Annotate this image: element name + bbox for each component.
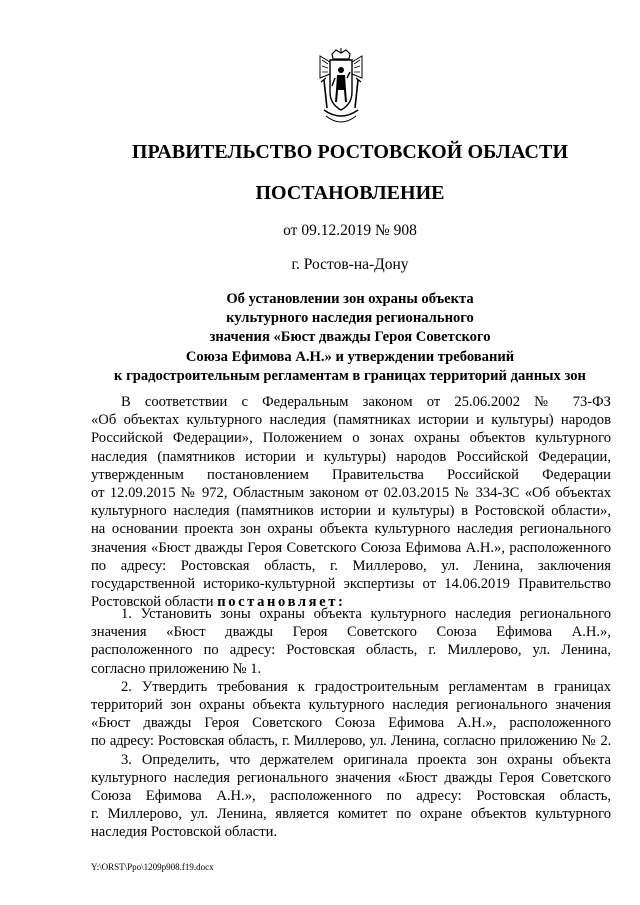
preamble-line: культурного наследия (памятников истории и культуры) в Ростовской области»,	[91, 503, 611, 520]
file-path-footer: Y:\ORST\Ppo\1209p908.f19.docx	[91, 862, 214, 872]
subject-line: Об установлении зон охраны объекта	[226, 291, 474, 307]
document-city: г. Ростов-на-Дону	[291, 256, 409, 273]
subject-line: Союза Ефимова А.Н.» и утверждении требований	[185, 348, 515, 365]
document-date-number: от 09.12.2019 № 908	[283, 222, 417, 239]
item-3-line: наследия Ростовской области.	[91, 824, 278, 841]
item-1-line: 1. Установить зоны охраны объекта культурного наследия регионального	[121, 606, 611, 622]
item-3-line: культурного наследия регионального значения «Бюст дважды Героя Советского	[91, 769, 611, 786]
preamble-line: на основании проекта зон охраны объекта культурного наследия регионального	[91, 521, 611, 538]
document-type: ПОСТАНОВЛЕНИЕ	[255, 182, 445, 204]
item-3-line: Союза Ефимова А.Н.», расположенного по адресу: Ростовская область,	[91, 788, 611, 805]
preamble-line: утвержденным постановлением Правительства Российской Федерации	[91, 466, 611, 483]
subject-line: культурного наследия регионального	[226, 310, 474, 327]
preamble-last-line-prefix: Ростовской области	[91, 594, 214, 611]
preamble-line: от 12.09.2015 № 972, Областным законом от 02.03.2015 № 334-ЗС «Об объектах	[91, 485, 611, 502]
preamble-line: «Об объектах культурного наследия (памятниках истории и культуры) народов	[91, 412, 611, 429]
item-1-line: согласно приложению № 1.	[91, 660, 262, 677]
preamble-line: по адресу: Ростовская область, г. Миллерово, ул. Ленина, заключения	[91, 557, 611, 574]
item-2-line: «Бюст дважды Героя Советского Союза Ефимова А.Н.», расположенного	[91, 715, 611, 732]
preamble-line: наследия (памятников истории и культуры) народов Российской Федерации,	[91, 448, 611, 465]
decree-items	[91, 605, 611, 842]
item-3-line: г. Миллерово, ул. Ленина, является комитет по охране объектов культурного	[91, 806, 611, 823]
item-3-line: 3. Определить, что держателем оригинала проекта зон охраны объекта	[121, 751, 611, 768]
subject-line: к градостроительным регламентам в границах территорий данных зон	[114, 367, 586, 384]
subject-line: значения «Бюст дважды Героя Советского	[209, 329, 491, 346]
preamble-line: Российской Федерации», Положением о зонах охраны объектов культурного	[91, 430, 611, 447]
item-2-line: территорий зон охраны объекта культурного наследия регионального значения	[91, 697, 611, 714]
item-2-line: по адресу: Ростовская область, г. Миллерово, ул. Ленина, согласно приложению № 2.	[91, 733, 611, 750]
preamble-line: государственной историко-культурной экспертизы от 14.06.2019 Правительство	[91, 576, 611, 593]
document-subject	[86, 290, 614, 386]
preamble-line: значения «Бюст дважды Героя Советского Союза Ефимова А.Н.», расположенного	[91, 539, 611, 556]
preamble-line: В соответствии с Федеральным законом от 25.06.2002 № 73-ФЗ	[121, 394, 611, 410]
item-1-line: расположенного по адресу: Ростовская область, г. Миллерово, ул. Ленина,	[91, 642, 611, 659]
organization-title: ПРАВИТЕЛЬСТВО РОСТОВСКОЙ ОБЛАСТИ	[131, 141, 569, 163]
item-1-line: значения «Бюст дважды Героя Советского Союза Ефимова А.Н.»,	[91, 624, 611, 641]
rostov-oblast-coat-of-arms-icon	[318, 48, 364, 128]
decree-word: постановляет:	[217, 594, 346, 611]
item-2-line: 2. Утвердить требования к градостроительным регламентам в границах	[121, 678, 611, 695]
preamble-paragraph	[91, 393, 611, 611]
